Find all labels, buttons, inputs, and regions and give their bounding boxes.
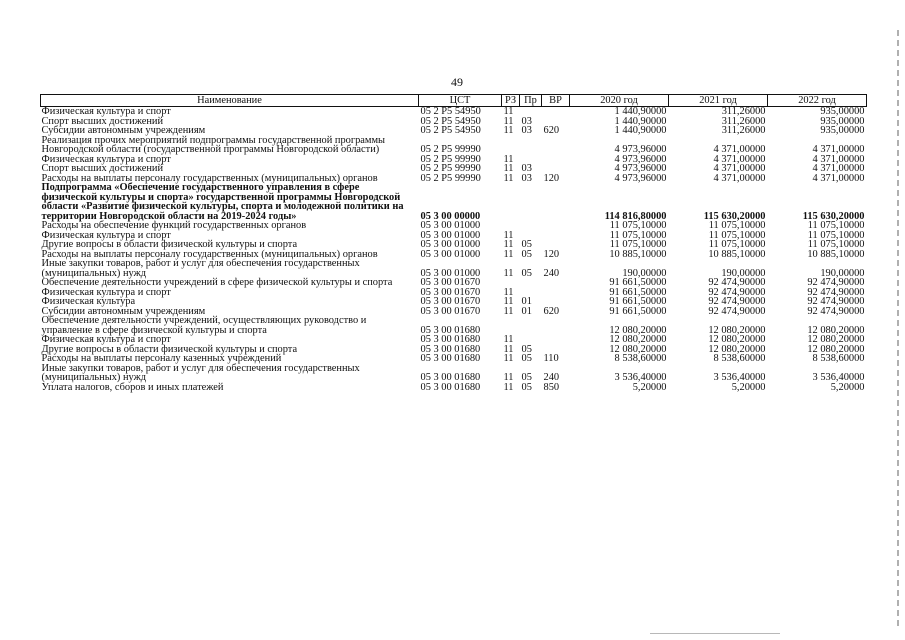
cell-2020: 5,20000 — [632, 381, 667, 393]
cell-2021: 10 885,10000 — [708, 248, 766, 260]
cell-2021: 5,20000 — [731, 381, 766, 393]
cell-2021: 11 075,10000 — [708, 220, 766, 231]
cell-vr: 110 — [543, 353, 559, 364]
cell-rz: 11 — [503, 381, 514, 393]
header-vr: ВР — [542, 95, 570, 107]
cell-name: Иные закупки товаров, работ и услуг для обеспечения государственных (муниципальных) нужд — [41, 362, 360, 383]
cell-rz — [502, 316, 520, 335]
cell-cst: 05 2 P5 54950 — [420, 125, 481, 136]
cell-pr: 05 — [521, 343, 532, 355]
cell-2020: 4 973,96000 — [614, 172, 667, 184]
cell-pr — [520, 107, 542, 117]
cell-pr: 05 — [521, 372, 532, 383]
table-row — [41, 383, 867, 393]
cell-name: Физическая культура и спорт — [41, 334, 171, 345]
cell-2022: 10 885,10000 — [807, 248, 865, 260]
cell-rz: 11 — [503, 334, 514, 345]
table-body — [41, 107, 867, 393]
cell-2020: 11 075,10000 — [609, 220, 667, 231]
cell-2022: 12 080,20000 — [807, 334, 865, 345]
cell-2022: 3 536,40000 — [812, 372, 865, 383]
cell-cst: 05 3 00 01680 — [420, 324, 481, 336]
cell-2021: 92 474,90000 — [708, 286, 766, 298]
cell-2021: 311,26000 — [721, 125, 766, 136]
cell-pr — [520, 316, 542, 335]
cell-2022: 935,00000 — [820, 125, 865, 136]
cell-cst: 05 2 P5 99990 — [420, 153, 481, 165]
cell-pr: 01 — [521, 305, 532, 317]
cell-2021: 115 630,20000 — [703, 210, 766, 222]
cell-rz: 11 — [503, 229, 514, 241]
cell-cst: 05 2 P5 99990 — [420, 172, 481, 184]
cell-cst: 05 3 00 01000 — [420, 220, 481, 231]
header-2020: 2020 год — [570, 95, 669, 107]
cell-cst: 05 2 P5 54950 — [420, 106, 481, 117]
cell-pr: 03 — [521, 115, 532, 127]
cell-cst: 05 3 00 01670 — [420, 286, 481, 298]
cell-name: Расходы на выплаты персоналу государственных (муниципальных) органов — [41, 248, 378, 260]
cell-2021: 12 080,20000 — [708, 324, 766, 336]
cell-2021: 11 075,10000 — [708, 229, 766, 241]
cell-name: Спорт высших достижений — [41, 163, 164, 174]
cell-2022: 12 080,20000 — [807, 343, 865, 355]
cell-name: Другие вопросы в области физической культуры и спорта — [41, 343, 298, 355]
cell-cst: 05 3 00 00000 — [420, 210, 481, 222]
header-row — [41, 95, 867, 107]
cell-2022: 4 371,00000 — [812, 172, 865, 184]
cell-cst: 05 3 00 01680 — [420, 381, 481, 393]
table-row — [41, 183, 867, 221]
cell-2021: 190,00000 — [721, 267, 766, 279]
cell-rz: 11 — [503, 353, 514, 364]
cell-pr: 05 — [521, 267, 532, 279]
cell-vr — [542, 136, 570, 155]
scan-edge-line — [897, 30, 899, 630]
cell-2022: 92 474,90000 — [807, 296, 865, 307]
cell-rz: 11 — [503, 267, 514, 279]
scan-bottom-mark — [650, 633, 780, 634]
cell-cst: 05 3 00 01000 — [420, 248, 481, 260]
cell-2020: 3 536,40000 — [614, 372, 667, 383]
header-2022: 2022 год — [768, 95, 867, 107]
cell-2021: 12 080,20000 — [708, 334, 766, 345]
header-name: Наименование — [41, 95, 419, 107]
cell-name: Реализация прочих мероприятий подпрограммы государственной программы Новгородской области (государственной программы Новгородской области) — [41, 134, 386, 155]
cell-2020: 91 661,50000 — [609, 296, 667, 307]
cell-rz: 11 — [503, 115, 514, 127]
cell-name: Расходы на выплаты персоналу казенных учреждений — [41, 353, 282, 364]
cell-2020: 11 075,10000 — [609, 229, 667, 241]
cell-cst: 05 2 P5 54950 — [420, 115, 481, 127]
cell-2022: 92 474,90000 — [807, 277, 865, 288]
cell-pr: 05 — [521, 381, 532, 393]
budget-table — [40, 94, 867, 392]
cell-name: Физическая культура и спорт — [41, 286, 171, 298]
cell-vr — [542, 183, 570, 221]
cell-cst: 05 3 00 01000 — [420, 229, 481, 241]
cell-2022: 4 371,00000 — [812, 144, 865, 155]
cell-vr — [542, 107, 570, 117]
cell-vr: 240 — [543, 372, 560, 383]
cell-cst: 05 2 P5 99990 — [420, 163, 481, 174]
cell-rz: 11 — [503, 239, 514, 250]
cell-name: Подпрограмма «Обеспечение государственного управления в сфере физической культуры и спорта» государственной программы Новгородской области «Развитие физической культуры, спорта и молодежной политики на территории Новгородской области на 2019-2024 годы» — [41, 182, 404, 222]
table-row — [41, 136, 867, 155]
cell-2021: 12 080,20000 — [708, 343, 766, 355]
cell-vr: 620 — [543, 125, 560, 136]
cell-pr: 03 — [521, 172, 532, 184]
table-row — [41, 364, 867, 383]
cell-2020: 1 440,90000 — [614, 125, 667, 136]
header-cst: ЦСТ — [419, 95, 502, 107]
cell-2021: 8 538,60000 — [713, 353, 766, 364]
cell-cst: 05 3 00 01000 — [420, 267, 481, 279]
cell-vr: 850 — [543, 381, 560, 393]
cell-2021: 4 371,00000 — [713, 172, 766, 184]
cell-cst: 05 3 00 01670 — [420, 277, 481, 288]
cell-2020: 12 080,20000 — [609, 324, 667, 336]
cell-rz: 11 — [503, 106, 514, 117]
cell-cst: 05 3 00 01680 — [420, 343, 481, 355]
cell-2021: 11 075,10000 — [708, 239, 766, 250]
cell-pr: 05 — [521, 239, 532, 250]
cell-2020: 12 080,20000 — [609, 334, 667, 345]
cell-rz: 11 — [503, 248, 514, 260]
cell-2020: 1 440,90000 — [614, 115, 667, 127]
cell-2020: 91 661,50000 — [609, 277, 667, 288]
cell-name: Физическая культура и спорт — [41, 153, 171, 165]
cell-2022: 935,00000 — [820, 115, 865, 127]
cell-2022: 8 538,60000 — [812, 353, 865, 364]
cell-2020: 8 538,60000 — [614, 353, 667, 364]
cell-pr — [520, 136, 542, 155]
cell-vr: 240 — [543, 267, 560, 279]
cell-pr — [520, 278, 542, 288]
cell-name: Обеспечение деятельности учреждений в сфере физической культуры и спорта — [41, 277, 393, 288]
cell-rz: 11 — [503, 343, 514, 355]
cell-2022: 12 080,20000 — [807, 324, 865, 336]
cell-2021: 4 371,00000 — [713, 153, 766, 165]
cell-pr: 05 — [521, 353, 532, 364]
table-row — [41, 107, 867, 117]
table-row — [41, 259, 867, 278]
cell-2022: 11 075,10000 — [807, 220, 865, 231]
table-header — [41, 95, 867, 107]
cell-2022: 92 474,90000 — [807, 286, 865, 298]
cell-name: Физическая культура — [41, 296, 136, 307]
cell-pr: 01 — [521, 296, 532, 307]
cell-rz — [502, 136, 520, 155]
cell-name: Иные закупки товаров, работ и услуг для обеспечения государственных (муниципальных) нужд — [41, 258, 360, 279]
cell-name: Расходы на обеспечение функций государственных органов — [41, 220, 307, 231]
cell-rz — [502, 183, 520, 221]
cell-cst: 05 3 00 01680 — [420, 372, 481, 383]
cell-2020: 4 973,96000 — [614, 144, 667, 155]
cell-name: Другие вопросы в области физической культуры и спорта — [41, 239, 298, 250]
cell-name: Уплата налогов, сборов и иных платежей — [41, 381, 224, 393]
cell-2022: 92 474,90000 — [807, 305, 865, 317]
cell-2022: 190,00000 — [820, 267, 865, 279]
cell-cst: 05 3 00 01670 — [420, 296, 481, 307]
cell-vr — [542, 278, 570, 288]
cell-vr — [542, 335, 570, 345]
cell-rz: 11 — [503, 286, 514, 298]
cell-name: Физическая культура и спорт — [41, 106, 171, 117]
cell-2020: 4 973,96000 — [614, 153, 667, 165]
header-pr: Пр — [520, 95, 542, 107]
cell-2021: 311,26000 — [721, 106, 766, 117]
cell-vr — [542, 155, 570, 165]
cell-2022: 4 371,00000 — [812, 163, 865, 174]
cell-name: Спорт высших достижений — [41, 115, 164, 127]
cell-name: Обеспечение деятельности учреждений, осуществляющих руководство и управление в сфере физической культуры и спорта — [41, 315, 367, 336]
cell-name: Физическая культура и спорт — [41, 229, 171, 241]
cell-rz: 11 — [503, 296, 514, 307]
table-row — [41, 316, 867, 335]
cell-2021: 92 474,90000 — [708, 277, 766, 288]
cell-2020: 12 080,20000 — [609, 343, 667, 355]
cell-2021: 311,26000 — [721, 115, 766, 127]
cell-2021: 3 536,40000 — [713, 372, 766, 383]
page-number: 49 — [451, 75, 463, 89]
cell-vr: 120 — [543, 248, 560, 260]
cell-cst: 05 3 00 01680 — [420, 334, 481, 345]
header-2021: 2021 год — [669, 95, 768, 107]
cell-2022: 115 630,20000 — [802, 210, 865, 222]
cell-name: Расходы на выплаты персоналу государственных (муниципальных) органов — [41, 172, 378, 184]
cell-vr: 620 — [543, 305, 560, 317]
cell-pr — [520, 221, 542, 231]
cell-pr: 05 — [521, 248, 532, 260]
cell-2020: 1 440,90000 — [614, 106, 667, 117]
cell-2020: 114 816,80000 — [604, 210, 667, 222]
cell-2022: 5,20000 — [830, 381, 865, 393]
cell-vr — [542, 288, 570, 298]
cell-2022: 11 075,10000 — [807, 239, 865, 250]
cell-2020: 91 661,50000 — [609, 305, 667, 317]
cell-pr: 03 — [521, 125, 532, 136]
cell-vr: 120 — [543, 172, 560, 184]
cell-2020: 11 075,10000 — [609, 239, 667, 250]
cell-2020: 4 973,96000 — [614, 163, 667, 174]
cell-2021: 4 371,00000 — [713, 144, 766, 155]
cell-2021: 92 474,90000 — [708, 305, 766, 317]
cell-2022: 11 075,10000 — [807, 229, 865, 241]
cell-vr — [542, 316, 570, 335]
cell-2020: 91 661,50000 — [609, 286, 667, 298]
cell-2020: 190,00000 — [622, 267, 667, 279]
cell-vr — [542, 231, 570, 241]
cell-name: Субсидии автономным учреждениям — [41, 125, 206, 136]
cell-vr — [542, 221, 570, 231]
cell-rz: 11 — [503, 153, 514, 165]
cell-name: Субсидии автономным учреждениям — [41, 305, 206, 317]
cell-pr — [520, 183, 542, 221]
header-rz: РЗ — [502, 95, 520, 107]
cell-2022: 4 371,00000 — [812, 153, 865, 165]
cell-2021: 92 474,90000 — [708, 296, 766, 307]
cell-rz: 11 — [503, 372, 514, 383]
cell-2022: 935,00000 — [820, 106, 865, 117]
cell-rz: 11 — [503, 125, 514, 136]
cell-cst: 05 3 00 01680 — [420, 353, 481, 364]
cell-cst: 05 3 00 01670 — [420, 305, 481, 317]
cell-rz: 11 — [503, 163, 514, 174]
cell-cst: 05 3 00 01000 — [420, 239, 481, 250]
cell-rz: 11 — [503, 305, 514, 317]
cell-rz: 11 — [503, 172, 514, 184]
cell-2020: 10 885,10000 — [609, 248, 667, 260]
cell-2021: 4 371,00000 — [713, 163, 766, 174]
cell-cst: 05 2 P5 99990 — [420, 144, 481, 155]
cell-pr: 03 — [521, 163, 532, 174]
